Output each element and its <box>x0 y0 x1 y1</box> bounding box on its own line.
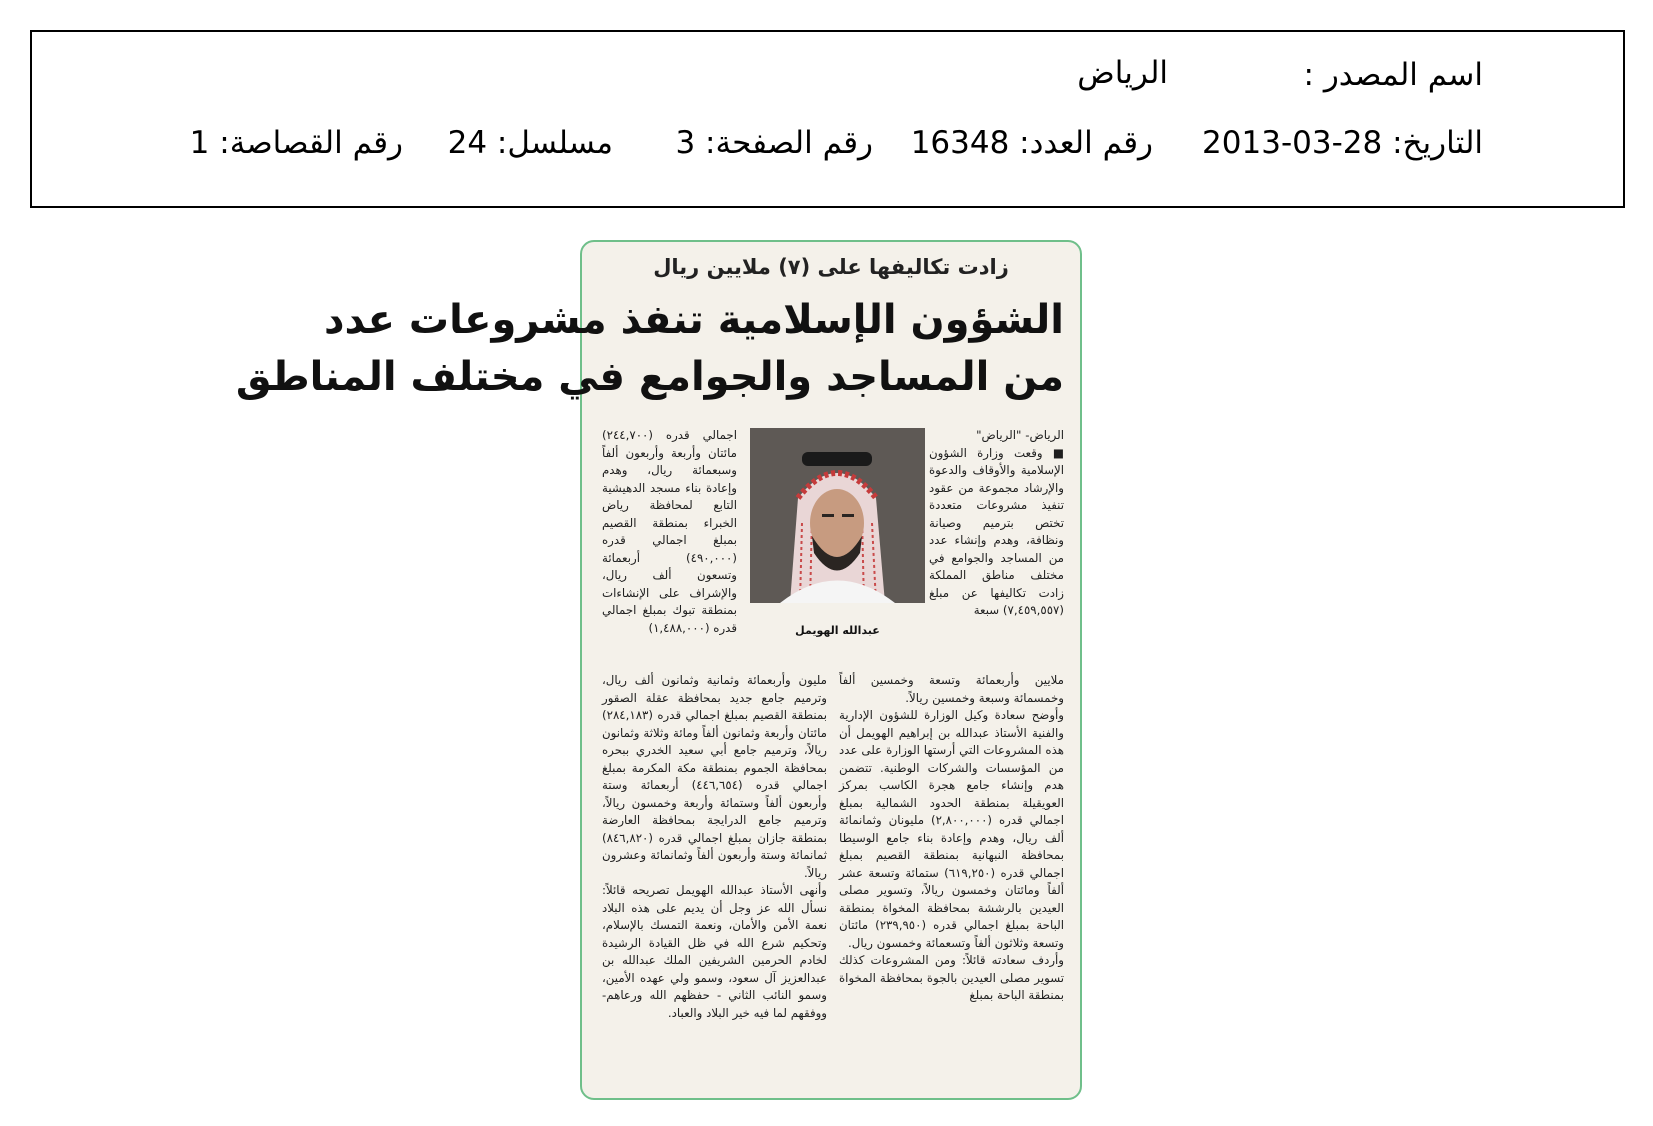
article-headline-line-1: الشؤون الإسلامية تنفذ مشروعات عدد <box>324 297 1064 343</box>
metadata-header-box <box>30 30 1625 208</box>
article-column-left-top: اجمالي قدره (٢٤٤,٧٠٠) مائتان وأربعة وأربعون ألفاً وسبعمائة ريال، وهدم وإعادة بناء مسجد الدهيشية التابع لمحافظة رياض الخبراء بمنطقة القصيم بمبلغ اجمالي قدره (٤٩٠,٠٠٠) أربعمائة وتسعون ألف ريال، والإشراف على الإنشاءات بمنطقة تبوك بمبلغ اجمالي قدره (١,٤٨٨,٠٠٠) <box>602 428 737 635</box>
source-label: اسم المصدر : <box>1303 57 1483 93</box>
photo-caption: عبدالله الهويمل <box>795 624 880 637</box>
article-column-right-top: الرياض- "الرياض" ■ وقعت وزارة الشؤون الإسلامية والأوقاف والدعوة والإرشاد مجموعة من عقود تنفيذ مشروعات متعددة تختص بترميم وصيانة ونظافة، وهدم وإنشاء عدد من المساجد والجوامع في مختلف مناطق المملكة زادت تكاليفها عن مبلغ (٧,٤٥٩,٥٥٧) سبعة <box>929 428 1064 617</box>
clip-number-label: رقم القصاصة: 1 <box>189 125 403 161</box>
article-column-right-bottom: ملايين وأربعمائة وتسعة وخمسين ألفاً وخمسمائة وسبعة وخمسين ريالاً. وأوضح سعادة وكيل الوزارة للشؤون الإدارية والفنية الأستاذ عبدالله بن إبراهيم الهويمل أن هذه المشروعات التي أرستها الوزارة على عدد من المؤسسات والشركات الوطنية. تتضمن هدم وإنشاء جامع هجرة الكاسب بمركز العويقيلة بمنطقة الحدود الشمالية بمبلغ اجمالي قدره (٢,٨٠٠,٠٠٠) مليونان وثمانمائة ألف ريال، وهدم وإعادة بناء جامع الوسيطا بمحافظة النبهانية بمنطقة القصيم بمبلغ اجمالي قدره (٦١٩,٢٥٠) ستمائة وتسعة عشر ألفاً ومائتان وخمسون ريالاً، وتسوير مصلى العيدين بالرششة بمحافظة المخواة بمنطقة الباحة بمبلغ اجمالي قدره (٢٣٩,٩٥٠) مائتان وتسعة وثلاثون ألفاً وتسعمائة وخمسون ريال. وأردف سعادته قائلاً: ومن المشروعات كذلك تسوير مصلى العيدين بالجوة بمحافظة المخواة بمنطقة الباحة بمبلغ <box>839 673 1064 1002</box>
article-column-left-bottom: مليون وأربعمائة وثمانية وثمانون ألف ريال، وترميم جامع جديد بمحافظة عقلة الصقور بمنطقة القصيم بمبلغ اجمالي قدره (٢٨٤,١٨٣) مائتان وأربعة وثمانون ألفاً ومائة وثلاثة وثمانون ريالاً، وترميم جامع أبي سعيد الخدري ببحره بمحافظة الجموم بمنطقة مكة المكرمة بمبلغ اجمالي قدره (٤٤٦,٦٥٤) أربعمائة وستة وأربعون ألفاً وستمائة وأربعة وخمسون ريالاً، وترميم جامع الدرايجة بمحافظة العارضة بمنطقة جازان بمبلغ اجمالي قدره (٨٤٦,٨٢٠) ثمانمائة وستة وأربعون ألفاً وثمانمائة وعشرون ريالاً. وأنهى الأستاذ عبدالله الهويمل تصريحه قائلاً: نسأل الله عز وجل أن يديم على هذه البلاد نعمة الأمن والأمان، ونعمة التمسك بالإسلام، وتحكيم شرع الله في ظل القيادة الرشيدة لخادم الحرمين الشريفين الملك عبدالله بن عبدالعزيز آل سعود، وسمو ولي عهده الأمين، وسمو النائب الثاني - حفظهم الله ورعاهم- ووفقهم لما فيه خير البلاد والعباد. <box>602 673 827 1020</box>
newspaper-clipping <box>235 240 1082 1100</box>
article-headline-line-2: من المساجد والجوامع في مختلف المناطق <box>235 354 1064 400</box>
page-number-label: رقم الصفحة: 3 <box>675 125 873 161</box>
serial-label: مسلسل: 24 <box>447 125 613 161</box>
article-kicker: زادت تكاليفها على (٧) ملايين ريال <box>653 255 1009 279</box>
portrait-photo <box>750 428 925 603</box>
issue-number-label: رقم العدد: 16348 <box>910 125 1153 161</box>
date-label: التاريخ: 28-03-2013 <box>1202 125 1483 161</box>
source-value: الرياض <box>1077 55 1168 91</box>
